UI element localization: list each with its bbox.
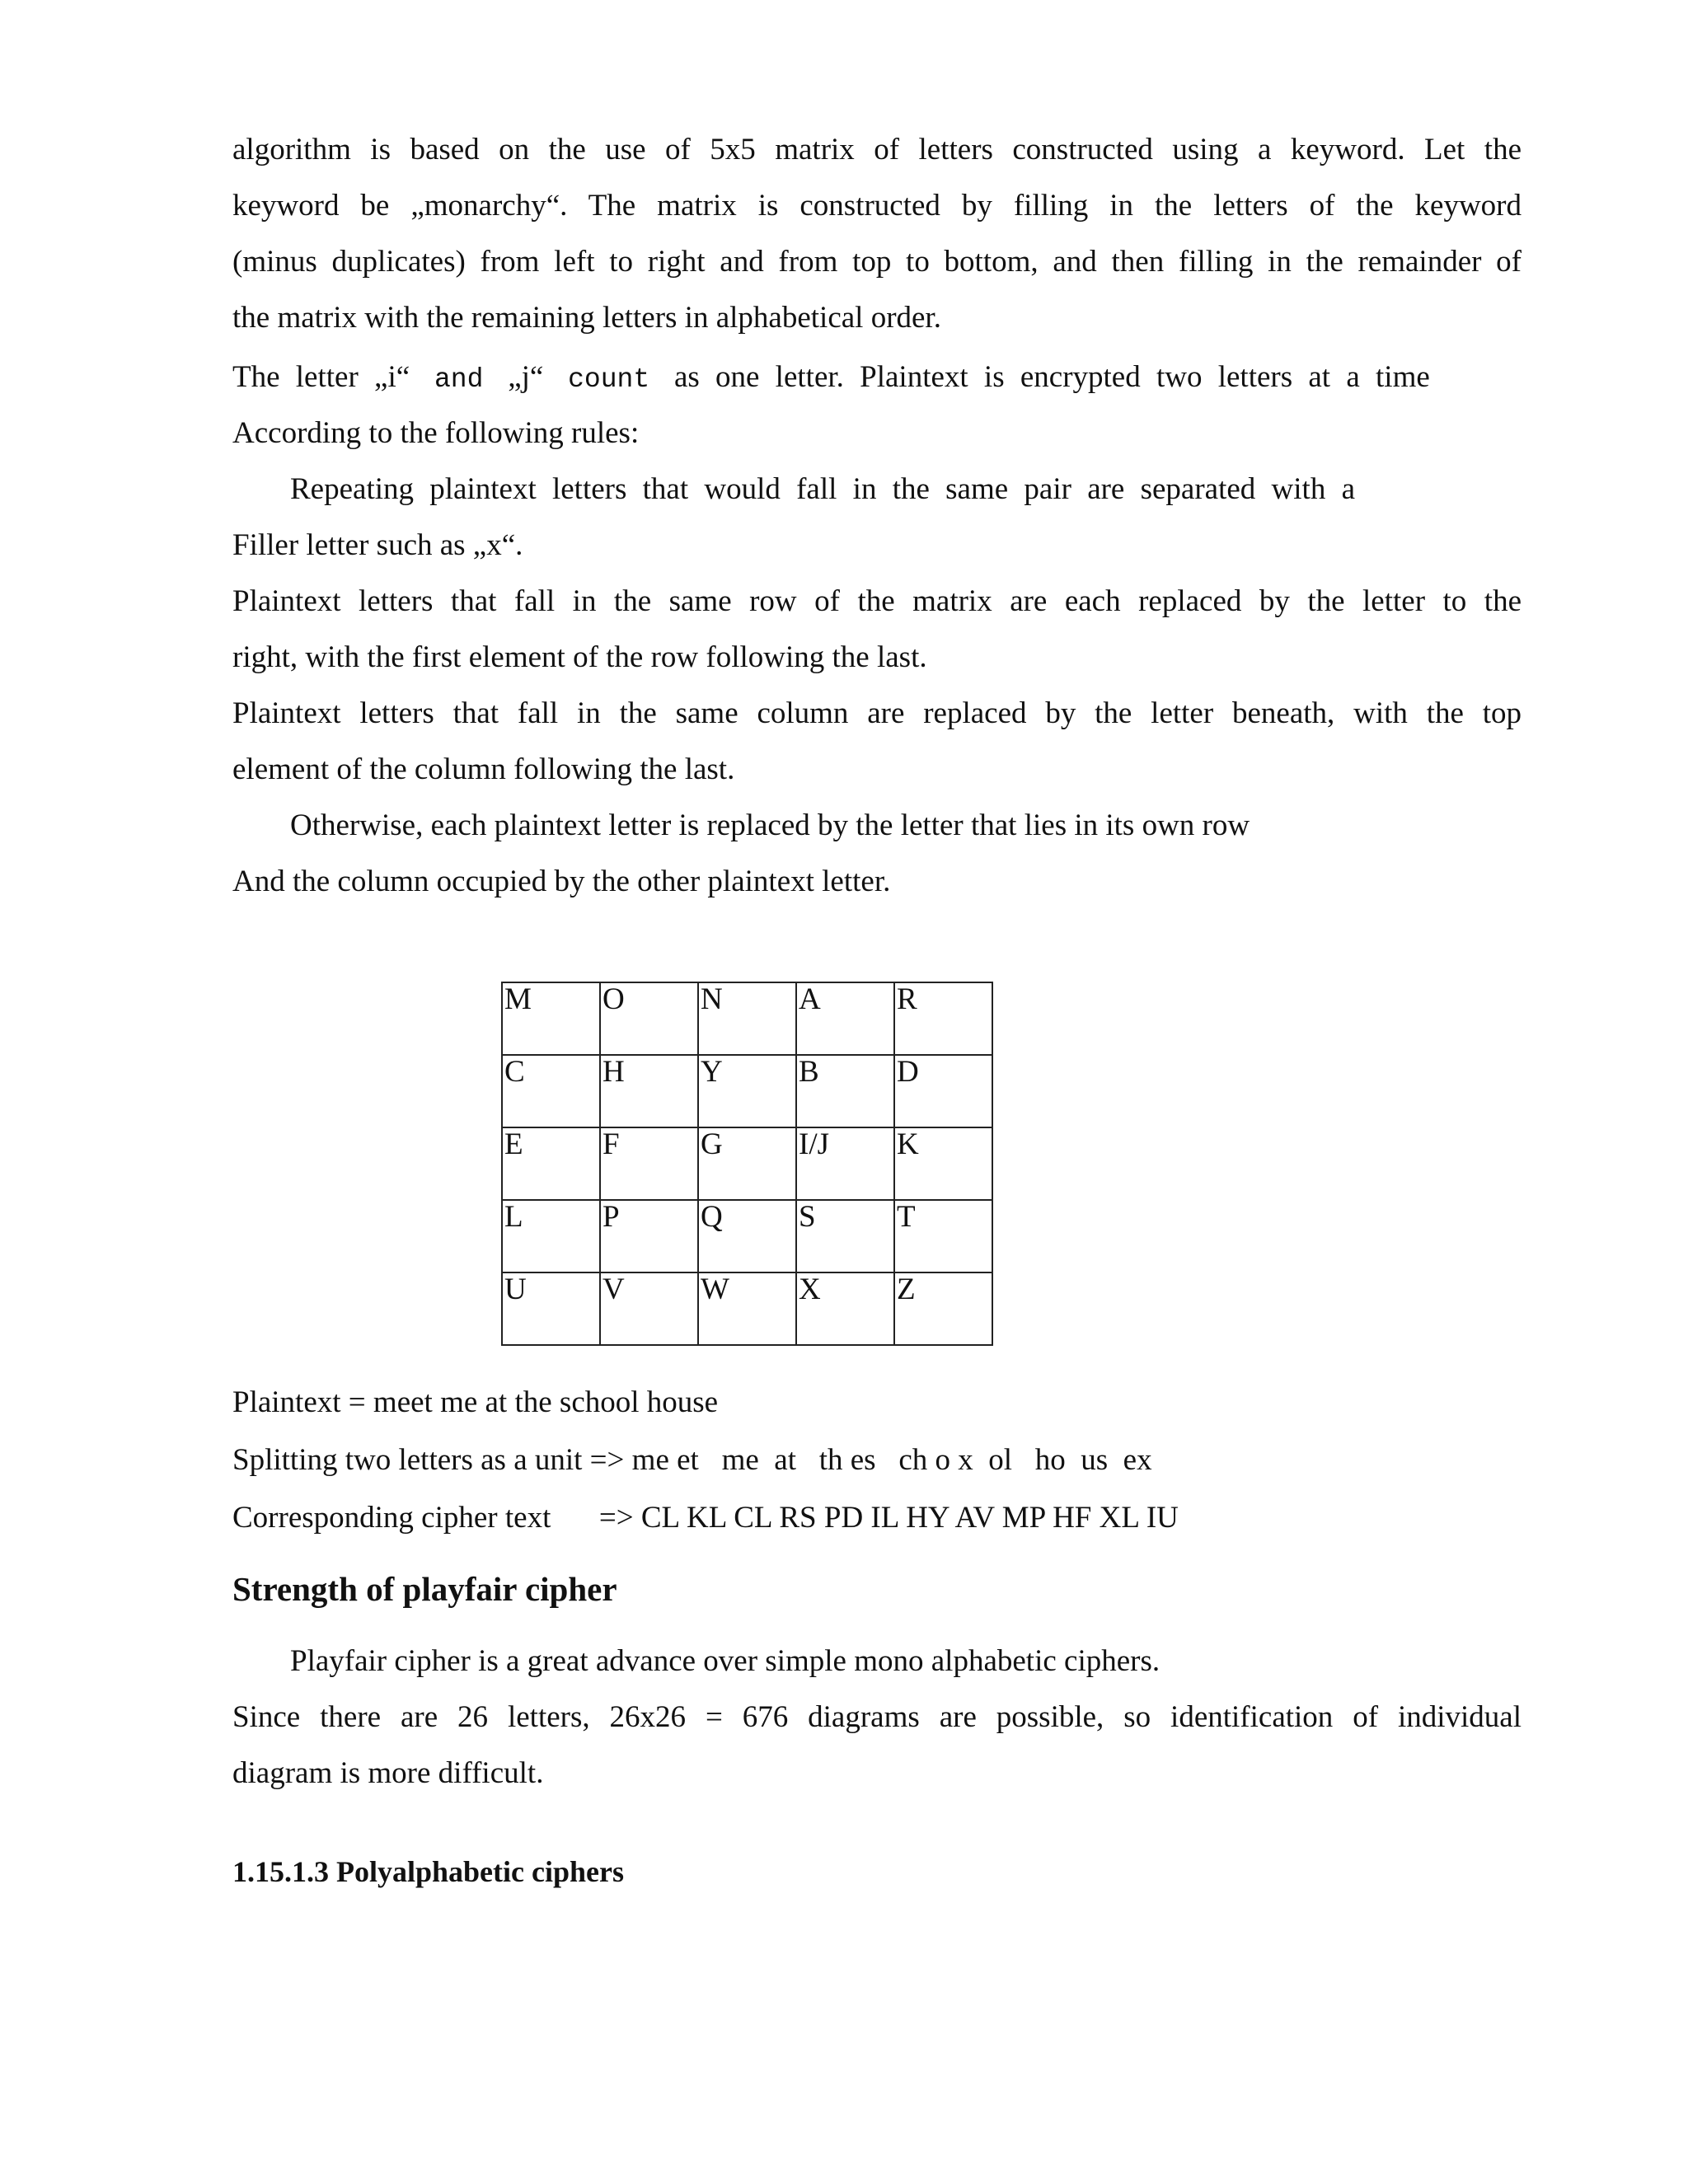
playfair-matrix xyxy=(501,982,993,1346)
matrix-cell: D xyxy=(894,1055,992,1127)
matrix-cell: X xyxy=(796,1272,894,1345)
matrix-cell: C xyxy=(502,1055,600,1127)
matrix-row xyxy=(502,1200,992,1272)
matrix-cell: F xyxy=(600,1127,698,1200)
matrix-cell: W xyxy=(698,1272,796,1345)
matrix-row xyxy=(502,1272,992,1345)
matrix-row xyxy=(502,1127,992,1200)
split-label: Splitting two letters as a unit => xyxy=(232,1443,632,1477)
cipher-value: => CL KL CL RS PD IL HY AV MP HF XL IU xyxy=(598,1501,1179,1535)
section-heading: Strength of playfair cipher xyxy=(232,1570,617,1608)
matrix-cell: L xyxy=(502,1200,600,1272)
matrix-cell: I/J xyxy=(796,1127,894,1200)
rule-line: Filler letter such as „x“. xyxy=(232,528,523,562)
matrix-row xyxy=(502,1055,992,1127)
paragraph-line: Playfair cipher is a great advance over simple mono alphabetic ciphers. xyxy=(290,1644,1160,1678)
rule-line: Otherwise, each plaintext letter is replaced by the letter that lies in its own row xyxy=(290,808,1250,842)
matrix-cell: Q xyxy=(698,1200,796,1272)
cipher-line xyxy=(232,1500,1179,1535)
paragraph-line: diagram is more difficult. xyxy=(232,1756,544,1790)
rule-line: Plaintext letters that fall in the same row of the matrix are each replaced by the letter to the xyxy=(232,584,1522,618)
letter-rule-line xyxy=(232,359,1430,395)
rule-line: element of the column following the last. xyxy=(232,752,735,786)
subsection-heading: 1.15.1.3 Polyalphabetic ciphers xyxy=(232,1855,624,1888)
paragraph-line: algorithm is based on the use of 5x5 matrix of letters constructed using a keyword. Let the xyxy=(232,133,1522,166)
matrix-cell: O xyxy=(600,982,698,1055)
matrix-cell: R xyxy=(894,982,992,1055)
paragraph-line: the matrix with the remaining letters in alphabetical order. xyxy=(232,301,941,335)
rule-line: right, with the first element of the row following the last. xyxy=(232,640,927,674)
letter-rule-part: as one letter. Plaintext is encrypted two letters at a time xyxy=(673,360,1430,394)
matrix-cell: U xyxy=(502,1272,600,1345)
letter-rule-part: count xyxy=(543,364,674,395)
rule-line: Repeating plaintext letters that would fall in the same pair are separated with a xyxy=(290,472,1355,506)
paragraph-line: keyword be „monarchy“. The matrix is constructed by filling in the letters of the keyword xyxy=(232,189,1522,223)
matrix-cell: P xyxy=(600,1200,698,1272)
matrix-cell: S xyxy=(796,1200,894,1272)
matrix-cell: Z xyxy=(894,1272,992,1345)
rules-intro: According to the following rules: xyxy=(232,416,640,450)
rule-line: Plaintext letters that fall in the same column are replaced by the letter beneath, with the top xyxy=(232,696,1522,730)
matrix-row xyxy=(502,982,992,1055)
matrix-cell: V xyxy=(600,1272,698,1345)
letter-rule-part: „j“ xyxy=(508,360,544,394)
paragraph-line: Since there are 26 letters, 26x26 = 676 diagrams are possible, so identification of individual xyxy=(232,1700,1522,1734)
cipher-label: Corresponding cipher text xyxy=(232,1501,551,1535)
matrix-cell: A xyxy=(796,982,894,1055)
letter-rule-part: The letter „i“ xyxy=(232,360,410,394)
plaintext-line: Plaintext = meet me at the school house xyxy=(232,1385,719,1419)
paragraph-line: (minus duplicates) from left to right and from top to bottom, and then filling in the remainder of xyxy=(232,245,1522,279)
matrix-cell: T xyxy=(894,1200,992,1272)
matrix-cell: H xyxy=(600,1055,698,1127)
letter-rule-part: and xyxy=(410,364,509,395)
matrix-cell: B xyxy=(796,1055,894,1127)
matrix-cell: G xyxy=(698,1127,796,1200)
split-line xyxy=(232,1442,1152,1478)
split-pairs: me et me at th es ch o x ol ho us ex xyxy=(631,1443,1152,1477)
matrix-cell: K xyxy=(894,1127,992,1200)
rule-line: And the column occupied by the other plaintext letter. xyxy=(232,865,891,898)
matrix-cell: Y xyxy=(698,1055,796,1127)
matrix-cell: E xyxy=(502,1127,600,1200)
matrix-cell: N xyxy=(698,982,796,1055)
matrix-cell: M xyxy=(502,982,600,1055)
